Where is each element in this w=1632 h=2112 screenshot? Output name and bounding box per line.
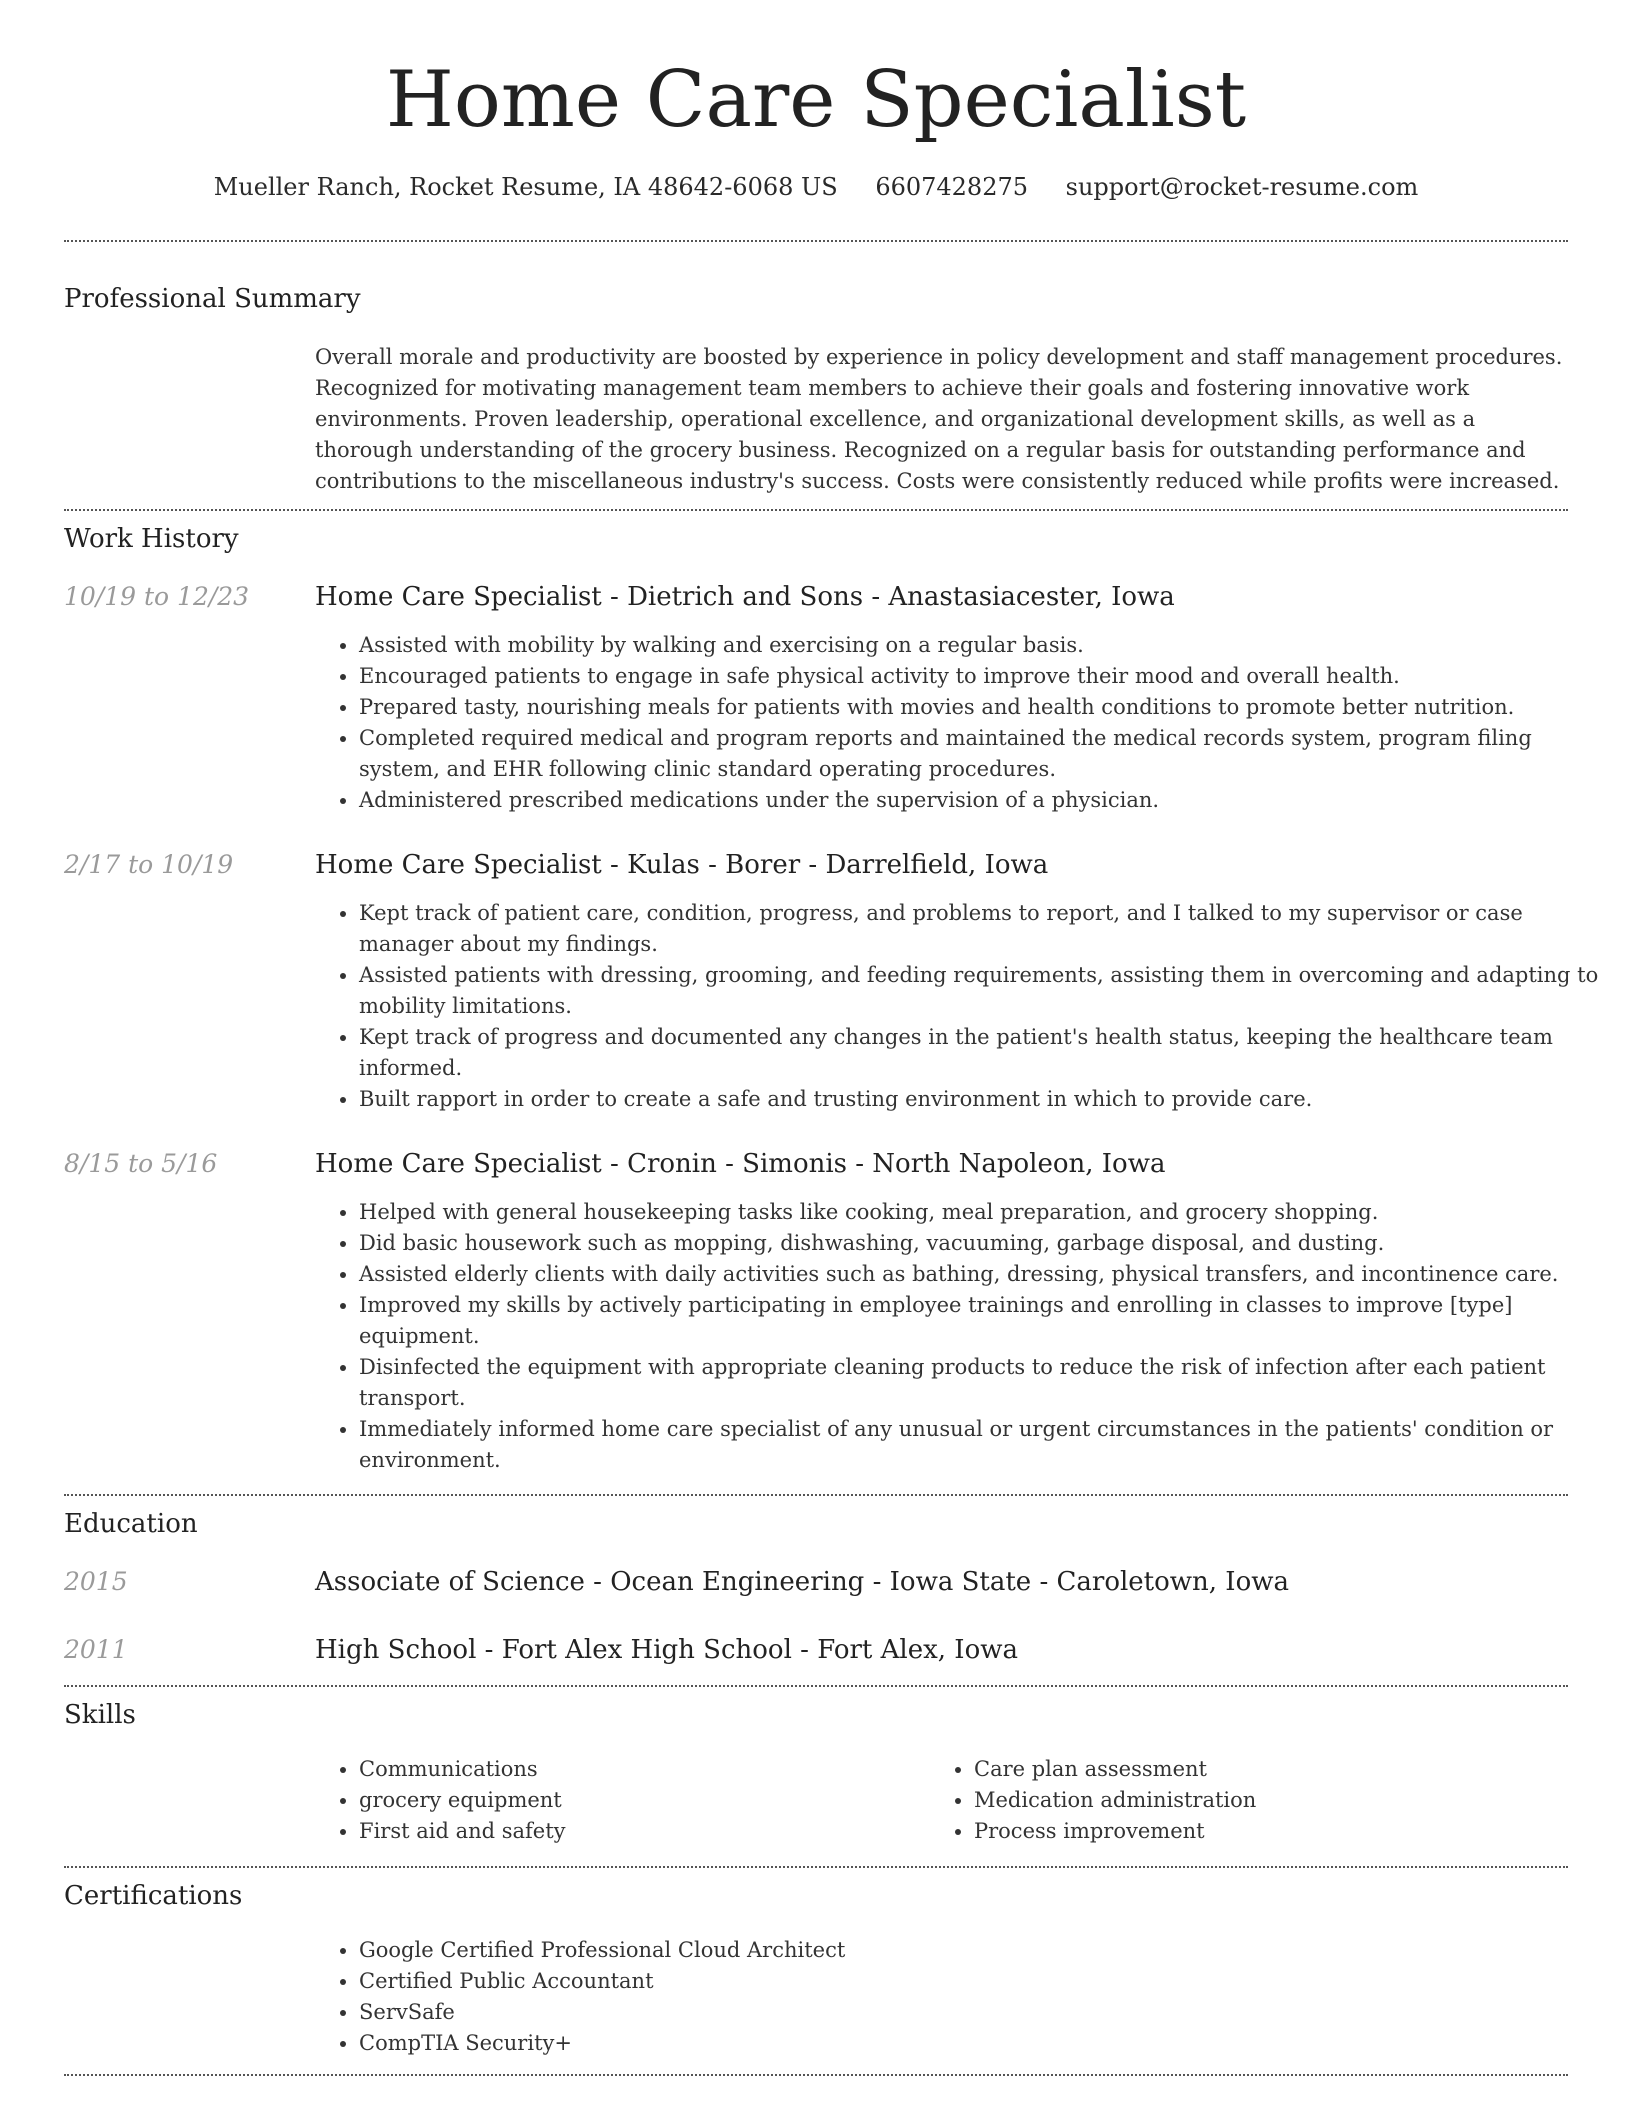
section-divider bbox=[64, 1866, 1568, 1868]
contact-line bbox=[0, 170, 1632, 204]
job-bullets bbox=[315, 630, 1609, 816]
certifications-list bbox=[315, 1935, 1609, 2059]
job-bullet: • Immediately informed home care specialist of any unusual or urgent circumstances in the patients' condition or environment. bbox=[359, 1414, 1609, 1476]
job-bullet: • Kept track of patient care, condition, progress, and problems to report, and I talked to my supervisor or case manager about my findings. bbox=[359, 898, 1609, 960]
job-bullet: • Assisted patients with dressing, grooming, and feeding requirements, assisting them in overcoming and adapting to mobility limitations. bbox=[359, 960, 1609, 1022]
contact-email: support@rocket-resume.com bbox=[1065, 173, 1419, 201]
skills-title: Skills bbox=[64, 1700, 136, 1730]
job-bullet: • Administered prescribed medications under the supervision of a physician. bbox=[359, 785, 1609, 816]
certifications-title: Certifications bbox=[64, 1881, 243, 1911]
job-heading: Home Care Specialist - Kulas - Borer - Darrelfield, Iowa bbox=[315, 850, 1049, 880]
job-dates: 10/19 to 12/23 bbox=[64, 582, 250, 611]
section-divider bbox=[64, 240, 1568, 242]
skills-list-left bbox=[315, 1754, 919, 1847]
job-bullets bbox=[315, 898, 1609, 1115]
section-divider bbox=[64, 1685, 1568, 1687]
job-bullet: • Completed required medical and program reports and maintained the medical records system, program filing system, and EHR following clinic standard operating procedures. bbox=[359, 723, 1609, 785]
education-year: 2011 bbox=[64, 1635, 128, 1664]
education-heading: Associate of Science - Ocean Engineering - Iowa State - Caroletown, Iowa bbox=[315, 1567, 1289, 1597]
skill-item: • First aid and safety bbox=[359, 1816, 919, 1847]
skills-list-right bbox=[930, 1754, 1574, 1847]
job-bullet: • Built rapport in order to create a safe and trusting environment in which to provide care. bbox=[359, 1084, 1609, 1115]
job-heading: Home Care Specialist - Dietrich and Sons - Anastasiacester, Iowa bbox=[315, 582, 1175, 612]
summary-text: Overall morale and productivity are boosted by experience in policy development and staff management procedures. Recognized for motivating management team members to achieve their goals and fostering innovative work environments. Proven leadership, operational excellence, and organizational development skills, as well as a thorough understanding of the grocery business. Recognized on a regular basis for outstanding performance and contributions to the miscellaneous industry's success. Costs were consistently reduced while profits were increased. bbox=[315, 345, 1563, 493]
job-bullet: • Helped with general housekeeping tasks like cooking, meal preparation, and grocery shopping. bbox=[359, 1197, 1609, 1228]
job-dates: 2/17 to 10/19 bbox=[64, 850, 234, 879]
certification-item: • Google Certified Professional Cloud Architect bbox=[359, 1935, 1609, 1966]
contact-phone: 6607428275 bbox=[875, 173, 1029, 201]
education-heading: High School - Fort Alex High School - Fort Alex, Iowa bbox=[315, 1635, 1018, 1665]
education-year: 2015 bbox=[64, 1567, 128, 1596]
job-dates: 8/15 to 5/16 bbox=[64, 1149, 218, 1178]
job-bullet: • Did basic housework such as mopping, dishwashing, vacuuming, garbage disposal, and dusting. bbox=[359, 1228, 1609, 1259]
contact-address: Mueller Ranch, Rocket Resume, IA 48642-6068 US bbox=[213, 173, 838, 201]
certification-item: • ServSafe bbox=[359, 1997, 1609, 2028]
section-divider bbox=[64, 2074, 1568, 2076]
skill-item: • Medication administration bbox=[974, 1785, 1574, 1816]
summary-title: Professional Summary bbox=[64, 284, 361, 314]
resume-name: Home Care Specialist bbox=[385, 55, 1247, 145]
work-history-title: Work History bbox=[64, 524, 239, 554]
section-divider bbox=[64, 509, 1568, 511]
job-bullet: • Assisted with mobility by walking and exercising on a regular basis. bbox=[359, 630, 1609, 661]
skill-item: • Care plan assessment bbox=[974, 1754, 1574, 1785]
job-bullet: • Prepared tasty, nourishing meals for patients with movies and health conditions to promote better nutrition. bbox=[359, 692, 1609, 723]
skill-item: • Process improvement bbox=[974, 1816, 1574, 1847]
job-bullet: • Kept track of progress and documented any changes in the patient's health status, keeping the healthcare team informed. bbox=[359, 1022, 1609, 1084]
education-title: Education bbox=[64, 1509, 198, 1539]
job-heading: Home Care Specialist - Cronin - Simonis - North Napoleon, Iowa bbox=[315, 1149, 1166, 1179]
job-bullet: • Assisted elderly clients with daily activities such as bathing, dressing, physical transfers, and incontinence care. bbox=[359, 1259, 1609, 1290]
section-divider bbox=[64, 1494, 1568, 1496]
job-bullets bbox=[315, 1197, 1609, 1476]
skill-item: • Communications bbox=[359, 1754, 919, 1785]
job-bullet: • Improved my skills by actively participating in employee trainings and enrolling in classes to improve [type] equipment. bbox=[359, 1290, 1609, 1352]
certification-item: • CompTIA Security+ bbox=[359, 2028, 1609, 2059]
job-bullet: • Encouraged patients to engage in safe physical activity to improve their mood and overall health. bbox=[359, 661, 1609, 692]
certification-item: • Certified Public Accountant bbox=[359, 1966, 1609, 1997]
skill-item: • grocery equipment bbox=[359, 1785, 919, 1816]
job-bullet: • Disinfected the equipment with appropriate cleaning products to reduce the risk of infection after each patient transport. bbox=[359, 1352, 1609, 1414]
